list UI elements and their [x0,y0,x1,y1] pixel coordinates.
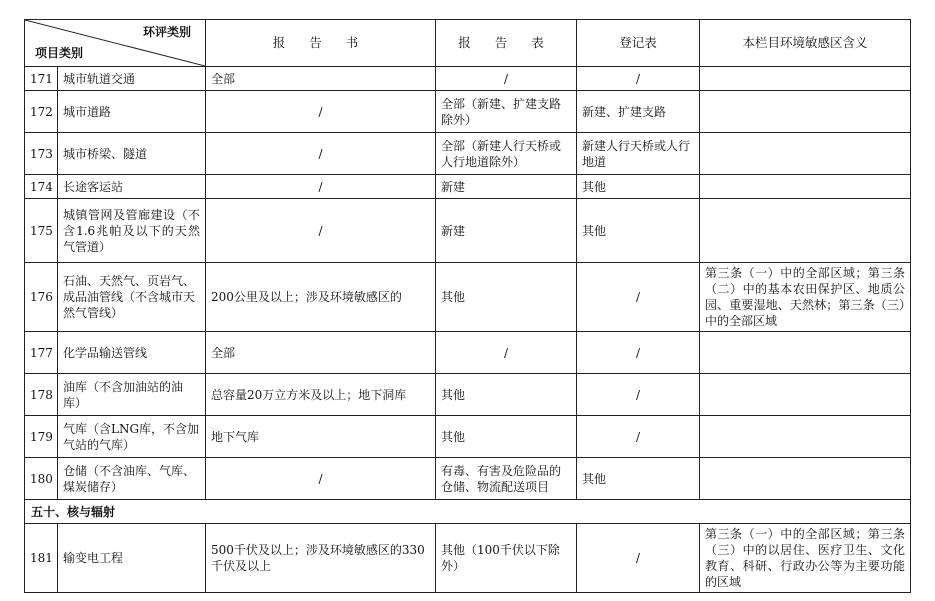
report-table-criteria: 其他 [436,416,577,458]
column-header-register: 登记表 [577,20,700,67]
section-title: 五十、核与辐射 [25,500,911,524]
sensitive-area-meaning: 第三条（一）中的全部区域；第三条（三）中的以居住、医疗卫生、文化教育、科研、行政办公等为主要功能的区域 [700,524,911,593]
sensitive-area-meaning [700,91,911,133]
sensitive-area-meaning [700,67,911,91]
report-criteria: 全部 [206,67,436,91]
table-row [25,91,911,133]
register-criteria: / [577,67,700,91]
report-table-criteria: 新建 [436,175,577,199]
table-row [25,263,911,332]
report-criteria: / [206,133,436,175]
report-table-criteria: 新建 [436,199,577,263]
report-criteria: / [206,458,436,500]
report-criteria: 地下气库 [206,416,436,458]
diagonal-header-cell [25,20,206,67]
sensitive-area-meaning [700,133,911,175]
report-criteria: 200公里及以上；涉及环境敏感区的 [206,263,436,332]
sensitive-area-meaning [700,332,911,374]
row-number: 171 [25,67,58,91]
register-criteria: / [577,416,700,458]
register-criteria: 其他 [577,175,700,199]
report-table-criteria: 其他 [436,374,577,416]
register-criteria: / [577,332,700,374]
row-number: 181 [25,524,58,593]
report-table-criteria: 其他（100千伏以下除外） [436,524,577,593]
register-criteria: 新建人行天桥或人行地道 [577,133,700,175]
column-header-sensitive-area: 本栏目环境敏感区含义 [700,20,911,67]
row-number: 175 [25,199,58,263]
project-category: 仓储（不含油库、气库、煤炭储存） [58,458,206,500]
row-number: 176 [25,263,58,332]
section-header-row [25,500,911,524]
register-criteria: / [577,524,700,593]
report-table-criteria: 全部（新建人行天桥或人行地道除外） [436,133,577,175]
row-number: 173 [25,133,58,175]
report-table-criteria: 其他 [436,263,577,332]
project-category: 石油、天然气、页岩气、成品油管线（不含城市天然气管线） [58,263,206,332]
project-category: 长途客运站 [58,175,206,199]
register-criteria: 其他 [577,458,700,500]
sensitive-area-meaning [700,199,911,263]
row-number: 177 [25,332,58,374]
sensitive-area-meaning [700,374,911,416]
report-criteria: / [206,91,436,133]
sensitive-area-meaning [700,175,911,199]
row-number: 179 [25,416,58,458]
sensitive-area-meaning: 第三条（一）中的全部区域；第三条（二）中的基本农田保护区、地质公园、重要湿地、天然林；第三条（三）中的全部区域 [700,263,911,332]
project-category: 城市道路 [58,91,206,133]
project-category: 城市桥梁、隧道 [58,133,206,175]
report-table-criteria: 有毒、有害及危险品的仓储、物流配送项目 [436,458,577,500]
report-criteria: 总容量20万立方米及以上；地下洞库 [206,374,436,416]
report-table-criteria: 全部（新建、扩建支路除外） [436,91,577,133]
diagonal-header-bottom-label: 项目类别 [35,46,84,60]
table-row [25,374,911,416]
project-category: 油库（不含加油站的油库） [58,374,206,416]
register-criteria: / [577,374,700,416]
table-row [25,199,911,263]
report-criteria: / [206,175,436,199]
table-row [25,133,911,175]
report-criteria: / [206,199,436,263]
diagonal-header-top-label: 环评类别 [142,25,191,39]
project-category: 输变电工程 [58,524,206,593]
sensitive-area-meaning [700,458,911,500]
table-row [25,332,911,374]
report-criteria: 全部 [206,332,436,374]
report-table-criteria: / [436,332,577,374]
register-criteria: 新建、扩建支路 [577,91,700,133]
register-criteria: / [577,263,700,332]
project-category: 气库（含LNG库，不含加气站的气库） [58,416,206,458]
table-row [25,416,911,458]
sensitive-area-meaning [700,416,911,458]
table-header-row [25,20,911,67]
report-table-criteria: / [436,67,577,91]
table-row [25,458,911,500]
table-row [25,524,911,593]
column-header-report: 报 告 书 [206,20,436,67]
row-number: 180 [25,458,58,500]
environmental-assessment-table [24,19,911,593]
project-category: 城市轨道交通 [58,67,206,91]
row-number: 174 [25,175,58,199]
row-number: 178 [25,374,58,416]
project-category: 城镇管网及管廊建设（不含1.6兆帕及以下的天然气管道） [58,199,206,263]
table-row [25,67,911,91]
project-category: 化学品输送管线 [58,332,206,374]
row-number: 172 [25,91,58,133]
report-criteria: 500千伏及以上；涉及环境敏感区的330千伏及以上 [206,524,436,593]
table-row [25,175,911,199]
column-header-report-table: 报 告 表 [436,20,577,67]
register-criteria: 其他 [577,199,700,263]
